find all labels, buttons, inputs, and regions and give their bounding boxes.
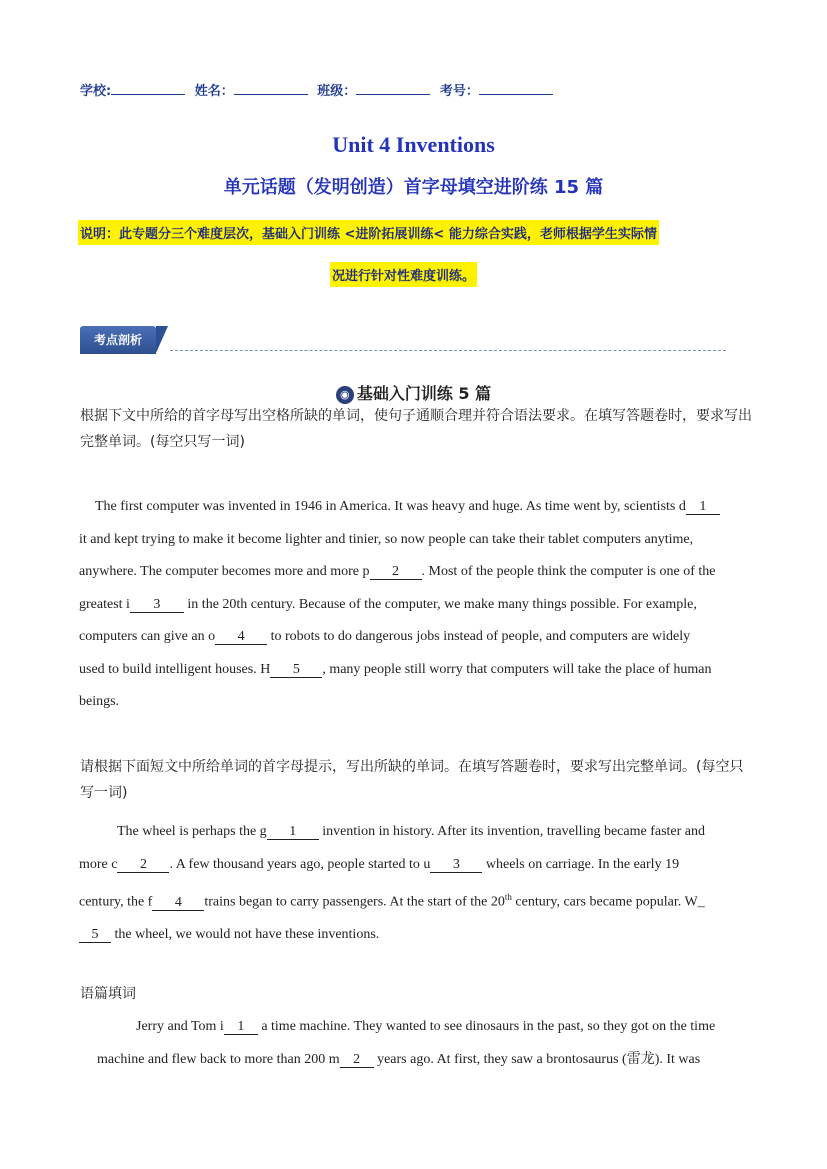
passage3-text: [79, 1011, 751, 1076]
passage2-line: wheels on carriage. In the early 19: [482, 856, 680, 872]
passage2-line: century, cars became popular. W_: [511, 894, 705, 910]
page-title: Unit 4 Inventions: [332, 132, 495, 157]
passage3-heading: 语篇填词: [80, 986, 136, 1002]
answer-blank[interactable]: 5: [79, 927, 111, 943]
answer-blank[interactable]: 2: [117, 857, 169, 873]
passage2-line: invention in history. After its invention, travelling became faster and: [318, 824, 706, 839]
passage1-line: anywhere. The computer becomes more and more p: [79, 564, 370, 579]
section-heading: [0, 381, 827, 404]
passage3-line: Jerry and Tom i: [136, 1019, 224, 1034]
exam-no-label: 考号：: [439, 84, 479, 99]
passage3-line: years ago. At first, they saw a brontosaurus (雷龙). It was: [373, 1051, 701, 1067]
passage3-line: machine and flew back to more than 200 m: [97, 1051, 340, 1067]
passage3-line: a time machine. They wanted to see dinosaurs in the past, so they got on the time: [257, 1019, 716, 1034]
passage1-line: to robots to do dangerous jobs instead of people, and computers are widely: [267, 629, 691, 644]
note-line-1: 说明：此专题分三个难度层次，基础入门训练 <进阶拓展训练< 能力综合实践，老师根据学生实际情: [78, 220, 659, 245]
passage2-line: trains began to carry passengers. At the start of the 20: [204, 894, 505, 910]
answer-blank[interactable]: 4: [152, 895, 204, 911]
passage1-line: it and kept trying to make it become lighter and tinier, so now people can take their tablet computers anytime,: [79, 531, 694, 547]
answer-blank[interactable]: 3: [430, 857, 482, 873]
section-heading-text: 基础入门训练 5 篇: [356, 384, 492, 403]
passage1-text: [79, 491, 751, 719]
passage1-instruction: 根据下文中所给的首字母写出空格所缺的单词，使句子通顺合理并符合语法要求。在填写答题卷时，要求写出完整单词。(每空只写一词): [80, 408, 752, 450]
passage2-text: [79, 816, 751, 952]
answer-blank[interactable]: 1: [224, 1019, 258, 1035]
passage1-line: , many people still worry that computers will take the place of human: [322, 661, 712, 677]
passage1-line: The first computer was invented in 1946 in America. It was heavy and huge. As time went by, scientists d: [95, 499, 686, 514]
answer-blank[interactable]: 1: [686, 499, 720, 515]
divider: [170, 350, 726, 351]
answer-blank[interactable]: 3: [130, 597, 184, 613]
section-tab: [80, 326, 156, 354]
section-bullet-icon: ◉: [336, 386, 354, 404]
passage1-line: in the 20th century. Because of the computer, we make many things possible. For example,: [183, 596, 697, 612]
section-tab-label: 考点剖析: [80, 326, 156, 354]
school-blank[interactable]: [111, 82, 185, 95]
answer-blank[interactable]: 2: [370, 564, 422, 580]
superscript-th: th: [504, 892, 512, 902]
student-info-line: [80, 80, 558, 99]
passage1-line: beings.: [79, 694, 120, 709]
page-subtitle: 单元话题（发明创造）首字母填空进阶练 15 篇: [223, 177, 604, 198]
answer-blank[interactable]: 2: [340, 1052, 374, 1068]
passage2-line: the wheel, we would not have these inventions.: [111, 927, 380, 943]
note-line-2: 况进行针对性难度训练。: [330, 262, 477, 287]
class-label: 班级：: [317, 84, 357, 99]
passage1-line: greatest i: [79, 596, 130, 612]
name-label: 姓名：: [194, 84, 234, 99]
passage2-line: The wheel is perhaps the g: [117, 824, 267, 839]
passage2-instruction: 请根据下面短文中所给单词的首字母提示，写出所缺的单词。在填写答题卷时，要求写出完整单词。(每空只写一词): [80, 759, 744, 801]
passage1-line: used to build intelligent houses. H: [79, 661, 271, 677]
answer-blank[interactable]: 5: [270, 662, 322, 678]
passage1-line: computers can give an o: [79, 629, 216, 644]
passage2-line: more c: [79, 856, 118, 872]
exam-no-blank[interactable]: [479, 82, 553, 95]
school-label: 学校:: [80, 84, 112, 99]
passage1-line: . Most of the people think the computer is one of the: [421, 564, 716, 579]
passage2-line: century, the f: [79, 894, 153, 910]
class-blank[interactable]: [356, 82, 430, 95]
answer-blank[interactable]: 1: [267, 824, 319, 840]
passage2-line: . A few thousand years ago, people started to u: [169, 856, 431, 872]
name-blank[interactable]: [234, 82, 308, 95]
answer-blank[interactable]: 4: [215, 629, 267, 645]
